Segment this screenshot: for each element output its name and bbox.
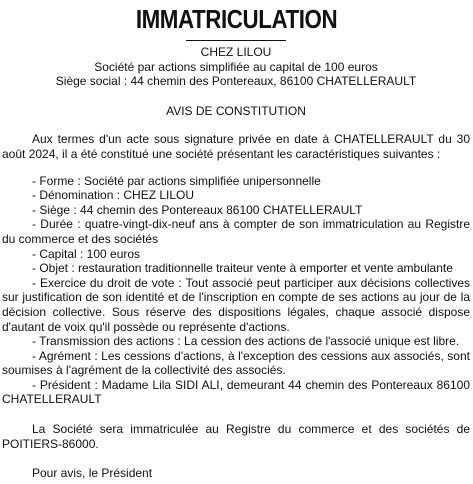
list-item-duration: - Durée : quatre-vingt-dix-neuf ans à compter de son immatriculation au Registre du commerce et des sociétés	[2, 217, 470, 246]
notice-heading: IMMATRICULATION	[135, 4, 338, 34]
signature-line: Pour avis, le Président	[32, 466, 153, 481]
notice-title: AVIS DE CONSTITUTION	[166, 103, 306, 118]
registration-paragraph: La Société sera immatriculée au Registre du commerce et des sociétés de POITIERS-86000.	[2, 422, 470, 451]
list-item-president: - Président : Madame Lila SIDI ALI, demeurant 44 chemin des Pontereaux 86100 CHATELLERAULT	[2, 377, 470, 407]
heading-divider	[186, 40, 286, 41]
list-item-capital: - Capital : 100 euros	[32, 246, 141, 261]
notice-body	[2, 45, 470, 481]
list-item-share-transfer: - Transmission des actions : La cession des actions de l'associé unique est libre.	[32, 334, 460, 349]
list-item-name: - Dénomination : CHEZ LILOU	[32, 188, 195, 203]
spacer	[2, 162, 470, 174]
company-legal-form: Société par actions simplifiée au capital de 100 euros	[94, 59, 378, 74]
spacer	[2, 451, 470, 466]
spacer	[2, 407, 470, 422]
spacer	[2, 118, 470, 132]
list-item-form: - Forme : Société par actions simplifiée unipersonnelle	[32, 173, 321, 188]
list-item-purpose: - Objet : restauration traditionnelle traiteur vente à emporter et vente ambulante	[32, 261, 453, 276]
spacer	[2, 89, 470, 104]
company-registered-office: Siège social : 44 chemin des Pontereaux, 86100 CHATELLERAULT	[55, 74, 417, 89]
list-item-approval: - Agrément : Les cessions d'actions, à l'exception des cessions aux associés, sont soumises à l'agrément de la collectivité des associés.	[2, 348, 470, 378]
list-item-voting-rights: - Exercice du droit de vote : Tout associé peut participer aux décisions collectives sur justification de son identité et de l'inscription en compte de ses actions au jour de la décision collective. Sous réserve des dispositions légales, chaque associé dispose d'autant de voix qu'il possède ou représente d'actions.	[2, 275, 470, 334]
company-name: CHEZ LILOU	[200, 45, 272, 59]
list-item-seat: - Siège : 44 chemin des Pontereaux 86100 CHATELLERAULT	[32, 202, 363, 217]
intro-paragraph: Aux termes d'un acte sous signature privée en date à CHATELLERAULT du 30 août 2024, il a été constitué une société présentant les caractéristiques suivantes :	[2, 132, 470, 161]
